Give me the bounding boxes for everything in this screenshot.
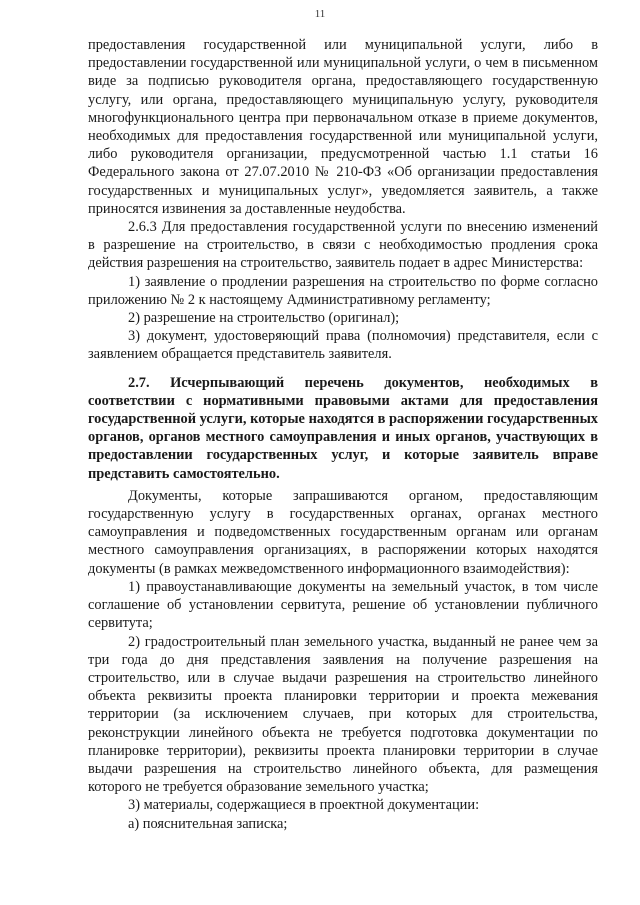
page-number: 11: [314, 8, 326, 20]
paragraph-continuation: предоставления государственной или муниципальной услуги, либо в предоставлении государственной или муниципальной услуги, о чем в письменном виде за подписью руководителя органа, предоставляющего государственную услугу, или органа, предоставляющего муниципальную услугу, руководителя многофункционального центра при первоначальном отказе в приеме документов, необходимых для предоставления государственной или муниципальной услуги, либо руководителя организации, предусмотренной частью 1.1 статьи 16 Федерального закона от 27.07.2010 № 210-ФЗ «Об организации предоставления государственных и муниципальных услуг», уведомляется заявитель, а также приносятся извинения за доставленные неудобства.: [88, 37, 598, 217]
section-heading-2-7: 2.7. Исчерпывающий перечень документов, необходимых в соответствии с нормативными правовыми актами для предоставления государственной услуги, которые находятся в распоряжении государственных органов, органов местного самоуправления и иных органов, участвующих в предоставлении государственных услуг, и которые заявитель вправе представить самостоятельно.: [88, 374, 598, 482]
list-item-1-land-documents: 1) правоустанавливающие документы на земельный участок, в том числе соглашение об установлении сервитута, решение об установлении публичного сервитута;: [88, 578, 598, 632]
list-item-3: 3) документ, удостоверяющий права (полномочия) представителя, если с заявлением обращается представитель заявителя.: [88, 328, 598, 363]
paragraph-2-6-3: 2.6.3 Для предоставления государственной услуги по внесению изменений в разрешение на строительство, в связи с необходимостью продления срока действия разрешения на строительство, заявитель подает в адрес Министерства:: [88, 219, 598, 272]
list-item-3-project-materials: 3) материалы, содержащиеся в проектной документации:: [128, 797, 480, 814]
paragraph-documents-requested: Документы, которые запрашиваются органом, предоставляющим государственную услугу в государственных органах, органах местного самоуправления и подведомственных государственным органам или органам местного самоуправления организациях, в распоряжении которых находятся документы (в рамках межведомственного информационного взаимодействия):: [88, 487, 598, 577]
list-item-2-urban-plan: 2) градостроительный план земельного участка, выданный не ранее чем за три года до дня представления заявления на получение разрешения на строительство, или в случае выдачи разрешения на строительство линейного объекта реквизиты проекта планировки территории и проекта межевания территории (за исключением случаев, при которых для строительства, реконструкции линейного объекта не требуется подготовка документации по планировке территории), реквизиты проекта планировки территории в случае выдачи разрешения на строительство линейного объекта, для размещения которого не требуется образование земельного участка;: [88, 633, 598, 796]
document-body: [88, 36, 598, 833]
list-item-1: 1) заявление о продлении разрешения на строительство по форме согласно приложению № 2 к настоящему Административному регламенту;: [88, 273, 598, 308]
list-item-a-explanatory-note: а) пояснительная записка;: [128, 815, 288, 832]
spacer: [88, 364, 598, 374]
list-item-2: 2) разрешение на строительство (оригинал);: [128, 310, 400, 327]
